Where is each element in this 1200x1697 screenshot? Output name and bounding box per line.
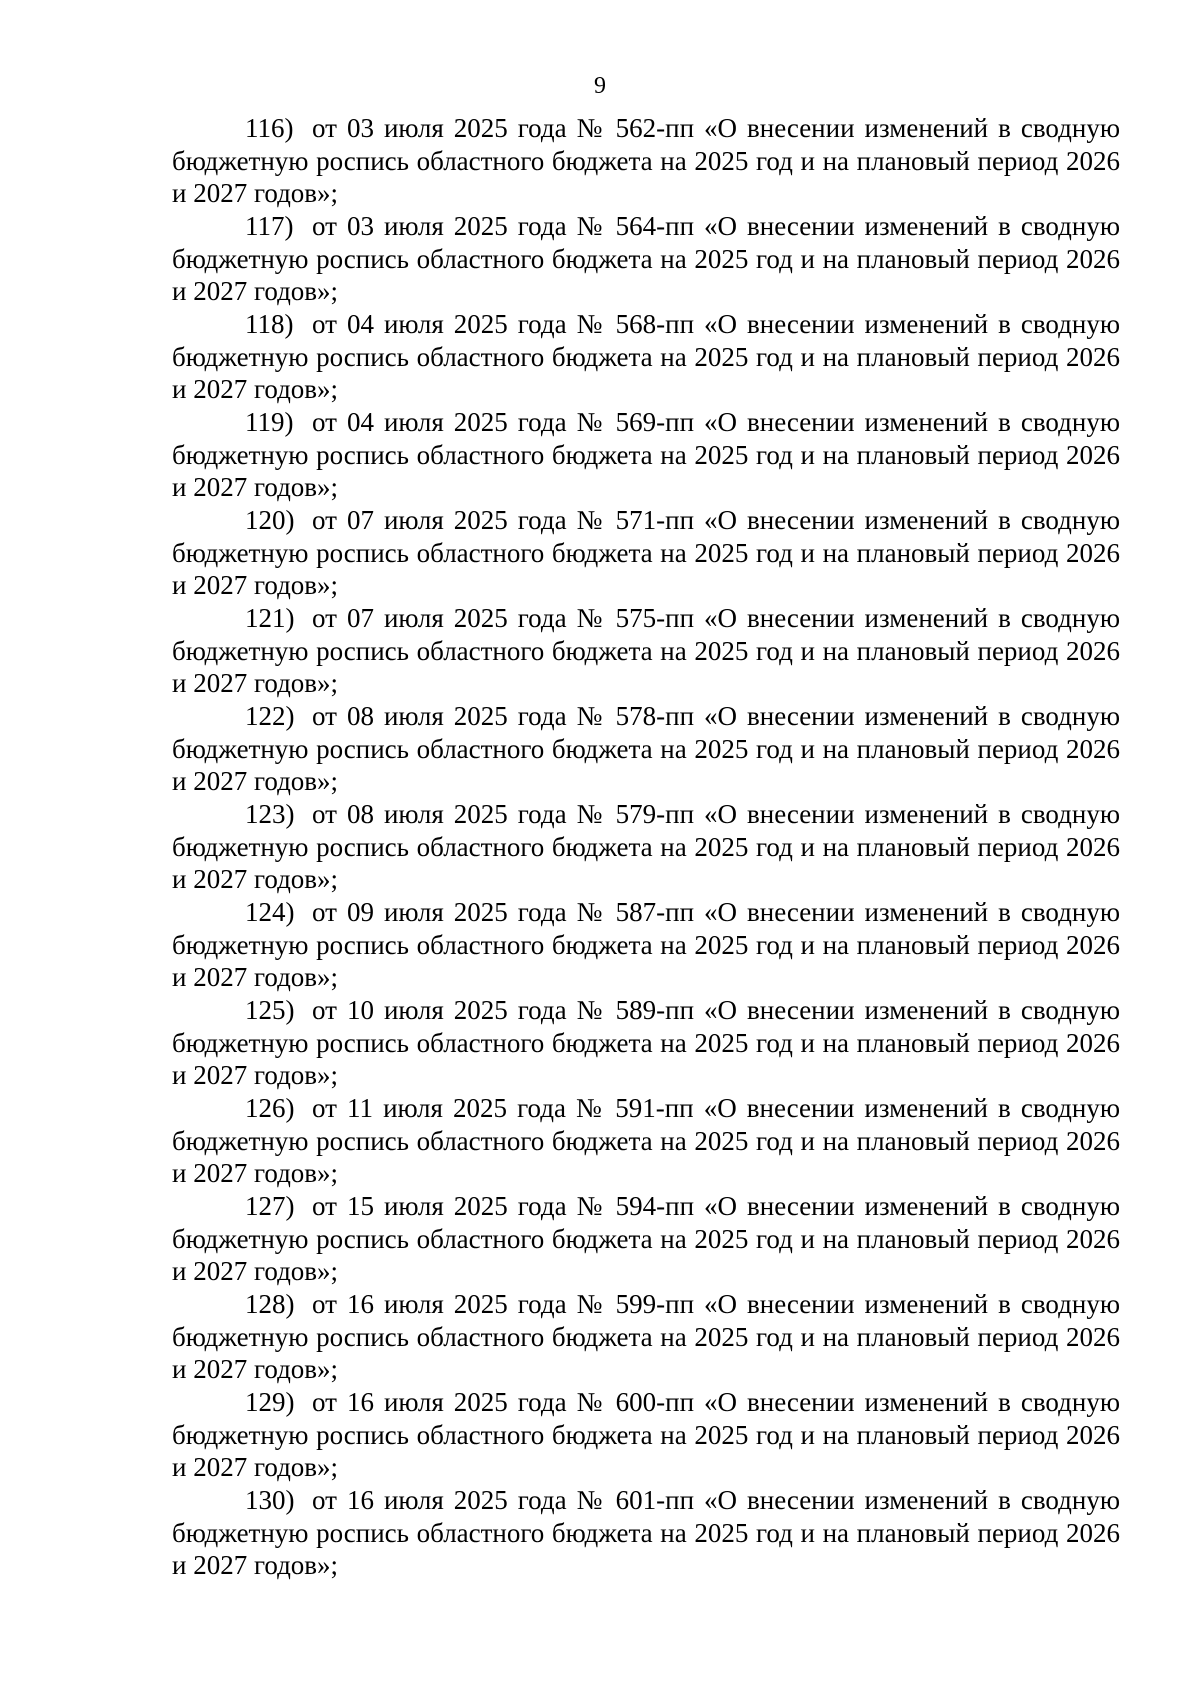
item-number: 123) [245, 799, 295, 829]
item-text: от 07 июля 2025 года № 571-пп «О внесении изменений в сводную бюджетную роспись областного бюджета на 2025 год и на плановый период 2026 и 2027 годов»; [172, 505, 1120, 600]
list-item [172, 602, 1120, 700]
list-item [172, 1190, 1120, 1288]
list-item [172, 504, 1120, 602]
item-number: 125) [245, 995, 295, 1025]
item-number: 128) [245, 1289, 295, 1319]
item-text: от 10 июля 2025 года № 589-пп «О внесении изменений в сводную бюджетную роспись областного бюджета на 2025 год и на плановый период 2026 и 2027 годов»; [172, 995, 1120, 1090]
item-text: от 09 июля 2025 года № 587-пп «О внесении изменений в сводную бюджетную роспись областного бюджета на 2025 год и на плановый период 2026 и 2027 годов»; [172, 897, 1120, 992]
item-number: 116) [245, 113, 294, 143]
item-number: 130) [245, 1485, 295, 1515]
item-number: 120) [245, 505, 295, 535]
item-text: от 08 июля 2025 года № 579-пп «О внесении изменений в сводную бюджетную роспись областного бюджета на 2025 год и на плановый период 2026 и 2027 годов»; [172, 799, 1120, 894]
list-item [172, 1484, 1120, 1582]
item-number: 117) [245, 211, 294, 241]
item-text: от 08 июля 2025 года № 578-пп «О внесении изменений в сводную бюджетную роспись областного бюджета на 2025 год и на плановый период 2026 и 2027 годов»; [172, 701, 1120, 796]
item-text: от 07 июля 2025 года № 575-пп «О внесении изменений в сводную бюджетную роспись областного бюджета на 2025 год и на плановый период 2026 и 2027 годов»; [172, 603, 1120, 698]
list-item [172, 406, 1120, 504]
list-item [172, 308, 1120, 406]
item-number: 124) [245, 897, 295, 927]
list-item [172, 896, 1120, 994]
item-number: 118) [245, 309, 294, 339]
list-item [172, 700, 1120, 798]
item-text: от 04 июля 2025 года № 568-пп «О внесении изменений в сводную бюджетную роспись областного бюджета на 2025 год и на плановый период 2026 и 2027 годов»; [172, 309, 1120, 404]
list-item [172, 994, 1120, 1092]
item-text: от 16 июля 2025 года № 600-пп «О внесении изменений в сводную бюджетную роспись областного бюджета на 2025 год и на плановый период 2026 и 2027 годов»; [172, 1387, 1120, 1482]
page-number: 9 [594, 73, 606, 99]
list-item [172, 112, 1120, 210]
item-text: от 16 июля 2025 года № 599-пп «О внесении изменений в сводную бюджетную роспись областного бюджета на 2025 год и на плановый период 2026 и 2027 годов»; [172, 1289, 1120, 1384]
item-text: от 11 июля 2025 года № 591-пп «О внесении изменений в сводную бюджетную роспись областного бюджета на 2025 год и на плановый период 2026 и 2027 годов»; [172, 1093, 1120, 1188]
item-number: 126) [245, 1093, 295, 1123]
item-text: от 16 июля 2025 года № 601-пп «О внесении изменений в сводную бюджетную роспись областного бюджета на 2025 год и на плановый период 2026 и 2027 годов»; [172, 1485, 1120, 1580]
resolution-list [172, 112, 1120, 1582]
item-number: 121) [245, 603, 295, 633]
list-item [172, 210, 1120, 308]
list-item [172, 1386, 1120, 1484]
list-item [172, 798, 1120, 896]
list-item [172, 1288, 1120, 1386]
item-number: 122) [245, 701, 295, 731]
item-text: от 03 июля 2025 года № 562-пп «О внесении изменений в сводную бюджетную роспись областного бюджета на 2025 год и на плановый период 2026 и 2027 годов»; [172, 113, 1120, 208]
item-number: 127) [245, 1191, 295, 1221]
item-number: 129) [245, 1387, 295, 1417]
item-text: от 04 июля 2025 года № 569-пп «О внесении изменений в сводную бюджетную роспись областного бюджета на 2025 год и на плановый период 2026 и 2027 годов»; [172, 407, 1120, 502]
item-text: от 03 июля 2025 года № 564-пп «О внесении изменений в сводную бюджетную роспись областного бюджета на 2025 год и на плановый период 2026 и 2027 годов»; [172, 211, 1120, 306]
item-number: 119) [245, 407, 294, 437]
list-item [172, 1092, 1120, 1190]
item-text: от 15 июля 2025 года № 594-пп «О внесении изменений в сводную бюджетную роспись областного бюджета на 2025 год и на плановый период 2026 и 2027 годов»; [172, 1191, 1120, 1286]
